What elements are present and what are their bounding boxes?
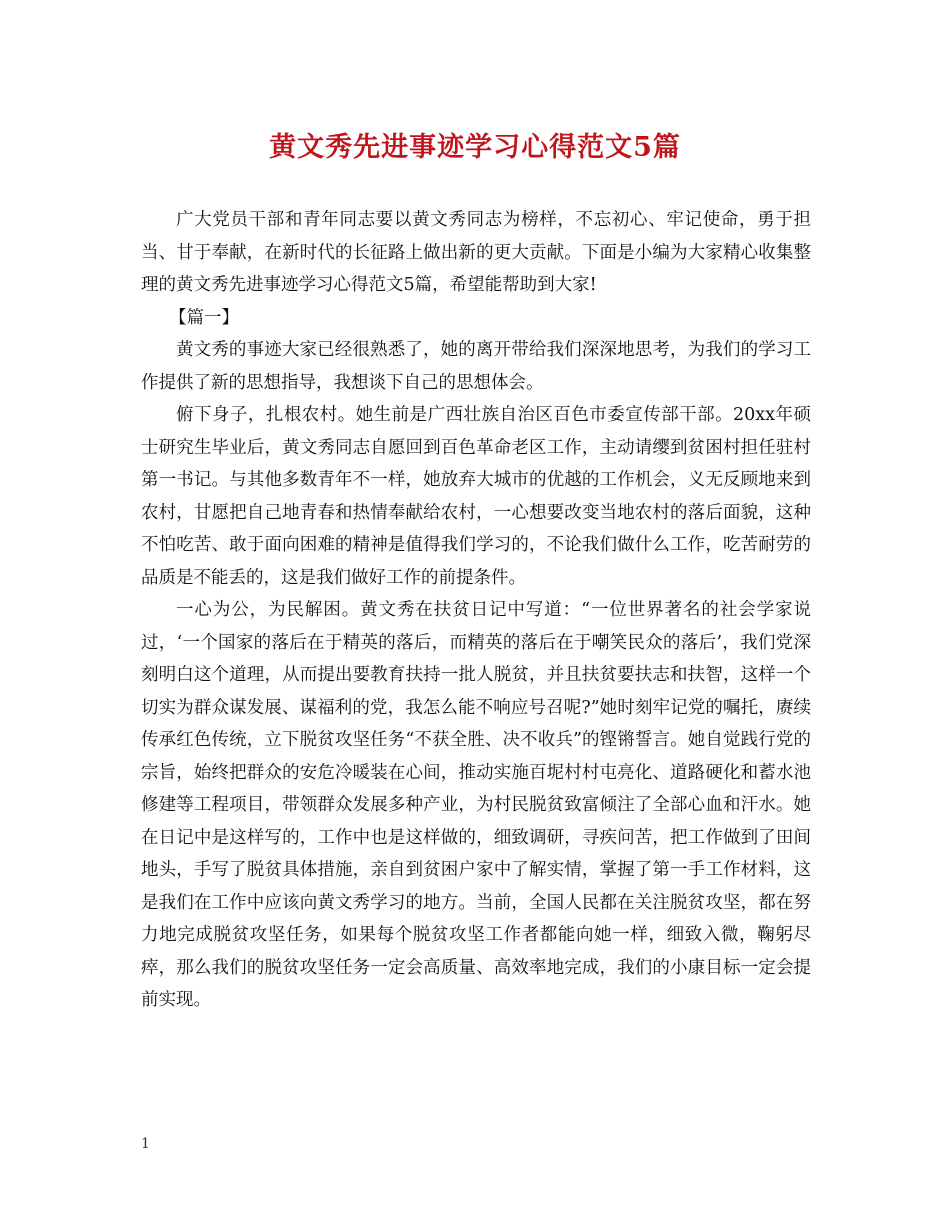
body-paragraph: 一心为公，为民解困。黄文秀在扶贫日记中写道：“一位世界著名的社会学家说过，‘一个国家的落后在于精英的落后，而精英的落后在于嘲笑民众的落后’，我们党深刻明白这个道理，从而提出要教育扶持一批人脱贫，并且扶贫要扶志和扶智，这样一个切实为群众谋发展、谋福利的党，我怎么能不响应号召呢?”她时刻牢记党的嘱托，赓续传承红色传统，立下脱贫攻坚任务“不获全胜、决不收兵”的铿锵誓言。她自觉践行党的宗旨，始终把群众的安危冷暖装在心间，推动实施百坭村村屯亮化、道路硬化和蓄水池修建等工程项目，带领群众发展多种产业，为村民脱贫致富倾注了全部心血和汗水。她在日记中是这样写的，工作中也是这样做的，细致调研，寻疾问苦，把工作做到了田间地头，手写了脱贫具体措施，亲自到贫困户家中了解实情，掌握了第一手工作材料，这是我们在工作中应该向黄文秀学习的地方。当前，全国人民都在关注脱贫攻坚，都在努力地完成脱贫攻坚任务，如果每个脱贫攻坚工作者都能向她一样，细致入微，鞠躬尽瘁，那么我们的脱贫攻坚任务一定会高质量、高效率地完成，我们的小康目标一定会提前实现。: [141, 600, 811, 1010]
body-paragraph: 俯下身子，扎根农村。她生前是广西壮族自治区百色市委宣传部干部。20xx年硕士研究生毕业后，黄文秀同志自愿回到百色革命老区工作，主动请缨到贫困村担任驻村第一书记。与其他多数青年不一样，她放弃大城市的优越的工作机会，义无反顾地来到农村，甘愿把自己地青春和热情奉献给农村，一心想要改变当地农村的落后面貌，这种不怕吃苦、敢于面向困难的精神是值得我们学习的，不论我们做什么工作，吃苦耐劳的品质是不能丢的，这是我们做好工作的前提条件。: [141, 405, 811, 588]
page-number: 1: [141, 1136, 150, 1152]
body-paragraph: 黄文秀的事迹大家已经很熟悉了，她的离开带给我们深深地思考，为我们的学习工作提供了新的思想指导，我想谈下自己的思想体会。: [141, 340, 811, 393]
document-body: [141, 204, 811, 1017]
document-title: 黄文秀先进事迹学习心得范文5篇: [269, 132, 681, 163]
section-heading: 【篇一】: [169, 307, 239, 328]
intro-paragraph: 广大党员干部和青年同志要以黄文秀同志为榜样，不忘初心、牢记使命，勇于担当、甘于奉献，在新时代的长征路上做出新的更大贡献。下面是小编为大家精心收集整理的黄文秀先进事迹学习心得范文5篇，希望能帮助到大家!: [141, 210, 811, 295]
